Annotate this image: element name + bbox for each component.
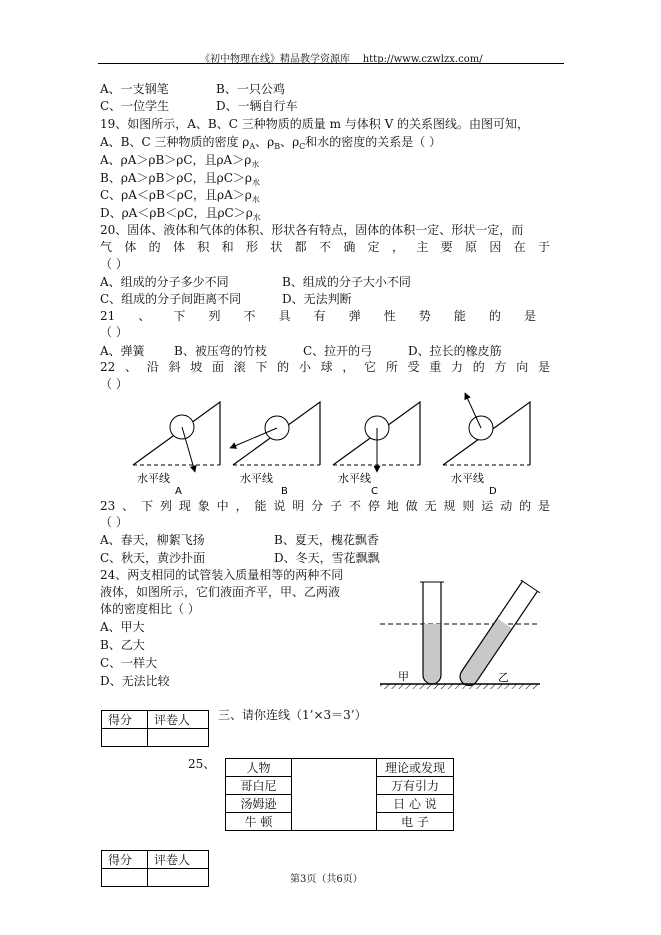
q22-label-a: A <box>175 486 182 495</box>
q21-option-c: C、拉开的弓 <box>303 344 373 358</box>
q21-stem: 21、下列不具有弹性势能的是 <box>100 309 536 323</box>
q22-label-b: B <box>281 486 288 495</box>
q23-options-row2 <box>100 550 380 567</box>
q21-options <box>100 343 502 360</box>
q25-head-person: 人物 <box>226 759 292 777</box>
q23-option-c: C、秋天，黄沙扑面 <box>100 551 206 565</box>
q18-options-row1 <box>100 81 285 98</box>
q24-tube-yi <box>454 580 540 691</box>
q19-option-c: C、ρA＜ρB＜ρC，且$\rho A>\rho_水$ <box>100 188 260 204</box>
q25-person-1: 哥白尼 <box>226 777 292 795</box>
q21-option-d: D、拉长的橡皮筋 <box>408 344 502 358</box>
q18-options-row2 <box>100 98 298 115</box>
score-cell-2[interactable] <box>102 869 148 887</box>
q24-option-b: B、乙大 <box>100 638 145 652</box>
q20-option-c: C、组成的分子间距离不同 <box>100 292 242 306</box>
q22-horizon-label-c: 水平线 <box>338 472 371 485</box>
q25-person-3: 牛 顿 <box>226 813 292 831</box>
score-label-2: 得分 <box>102 851 148 869</box>
q24-option-d: D、无法比较 <box>100 674 170 688</box>
q21-option-b: B、被压弯的竹枝 <box>174 344 267 358</box>
q22-paren: （ ） <box>100 377 128 391</box>
q25-theory-2: 日 心 说 <box>377 795 454 813</box>
q18-option-c: C、一位学生 <box>100 99 170 113</box>
grader-cell[interactable] <box>148 729 209 747</box>
q23-option-a: A、春天，柳絮飞扬 <box>100 533 205 547</box>
q18-option-a: A、一支钢笔 <box>100 82 169 96</box>
q20-paren: （ ） <box>100 257 128 271</box>
q25-theory-1: 万有引力 <box>377 777 454 795</box>
q22-stem: 22、沿斜坡面滚下的小球，它所受重力的方向是 <box>100 360 550 374</box>
q22-panel-b <box>230 402 320 495</box>
q18-option-d: D、一辆自行车 <box>216 99 298 113</box>
q25-connect-area-head <box>292 759 377 777</box>
q25-number: 25、 <box>188 757 216 771</box>
q20-options-row2 <box>100 291 352 308</box>
q24-stem-line3: 体的密度相比（ ） <box>100 602 200 616</box>
score-cell[interactable] <box>102 729 148 747</box>
q25-head-theory: 理论或发现 <box>377 759 454 777</box>
grader-cell-2[interactable] <box>148 869 209 887</box>
q24-label-jia: 甲 <box>398 670 409 683</box>
header-title: 《初中物理在线》精品教学资源库 <box>200 54 350 65</box>
q21-paren: （ ） <box>100 325 128 339</box>
q20-option-d: D、无法判断 <box>282 292 352 306</box>
q25-connect-area-3[interactable] <box>292 813 377 831</box>
q19-option-b: B、ρA＞ρB＞ρC，且$\rho C>\rho_水$ <box>100 171 260 187</box>
q19-stem-line2: A、B、C 三种物质的密度 $\rho_A$、$\rho_B$、$\rho_C$和水的密度的关系是（ ） <box>100 135 442 151</box>
q23-option-b: B、夏天，槐花飘香 <box>274 533 379 547</box>
q22-label-d: D <box>489 486 497 495</box>
q22-panel-d <box>443 393 530 495</box>
q25-person-2: 汤姆逊 <box>226 795 292 813</box>
q23-stem: 23、下列现象中，能说明分子不停地做无规则运动的是 <box>100 499 550 513</box>
q20-stem-line1: 20、固体、液体和气体的体积、形状各有特点，固体的体积一定、形状一定，而 <box>100 223 524 237</box>
q24-label-yi: 乙 <box>498 671 509 684</box>
score-box-2 <box>101 850 209 887</box>
q20-stem-line2: 气体的体积和形状都不确定，主要原因在于 <box>100 240 550 254</box>
q22-label-c: C <box>371 486 378 495</box>
score-box-1 <box>101 710 209 747</box>
q23-option-d: D、冬天，雪花飘飘 <box>274 551 380 565</box>
grader-label: 评卷人 <box>148 711 209 729</box>
header-url: http://www.czwlzx.com/ <box>362 54 483 65</box>
section-3-title: 三、请你连线（1’×3＝3’） <box>218 708 367 722</box>
q22-horizon-label-d: 水平线 <box>451 472 484 485</box>
q18-option-b: B、一只公鸡 <box>216 82 285 96</box>
q24-stem-line1: 24、两支相同的试管装入质量相等的两种不同 <box>100 568 344 582</box>
q22-panel-a <box>133 402 220 495</box>
q22-horizon-label-a: 水平线 <box>137 472 170 485</box>
q25-connect-area-2[interactable] <box>292 795 377 813</box>
score-label: 得分 <box>102 711 148 729</box>
q20-options-row1 <box>100 274 411 291</box>
q22-horizon-label-b: 水平线 <box>240 472 273 485</box>
q21-option-a: A、弹簧 <box>100 344 145 358</box>
q20-option-b: B、组成的分子大小不同 <box>282 275 411 289</box>
q25-theory-3: 电 子 <box>377 813 454 831</box>
q24-figure <box>380 580 542 692</box>
q23-options-row1 <box>100 532 379 549</box>
q25-matching-table <box>225 758 454 831</box>
q19-stem-line1: 19、如图所示，A、B、C 三种物质的质量 m 与体积 V 的关系图线。由图可知， <box>100 117 530 131</box>
q24-option-c: C、一样大 <box>100 656 158 670</box>
grader-label-2: 评卷人 <box>148 851 209 869</box>
q24-stem-line2: 液体，如图所示，它们液面齐平，甲、乙两液 <box>100 585 341 599</box>
q22-panel-c <box>333 402 420 495</box>
q19-option-d: D、ρA＜ρB＜ρC，且$\rho C>\rho_水$ <box>100 206 261 222</box>
q24-tube-jia <box>420 582 444 684</box>
q22-figure <box>125 390 545 495</box>
q23-paren: （ ） <box>100 515 128 529</box>
q24-option-a: A、甲大 <box>100 620 145 634</box>
q25-connect-area-1[interactable] <box>292 777 377 795</box>
q19-option-a: A、ρA＞ρB＞ρC，且$\rho A>\rho_水$ <box>100 153 260 169</box>
header-rule <box>98 63 564 64</box>
q20-option-a: A、组成的分子多少不同 <box>100 275 229 289</box>
page-footer: 第3页（共6页） <box>290 874 363 885</box>
